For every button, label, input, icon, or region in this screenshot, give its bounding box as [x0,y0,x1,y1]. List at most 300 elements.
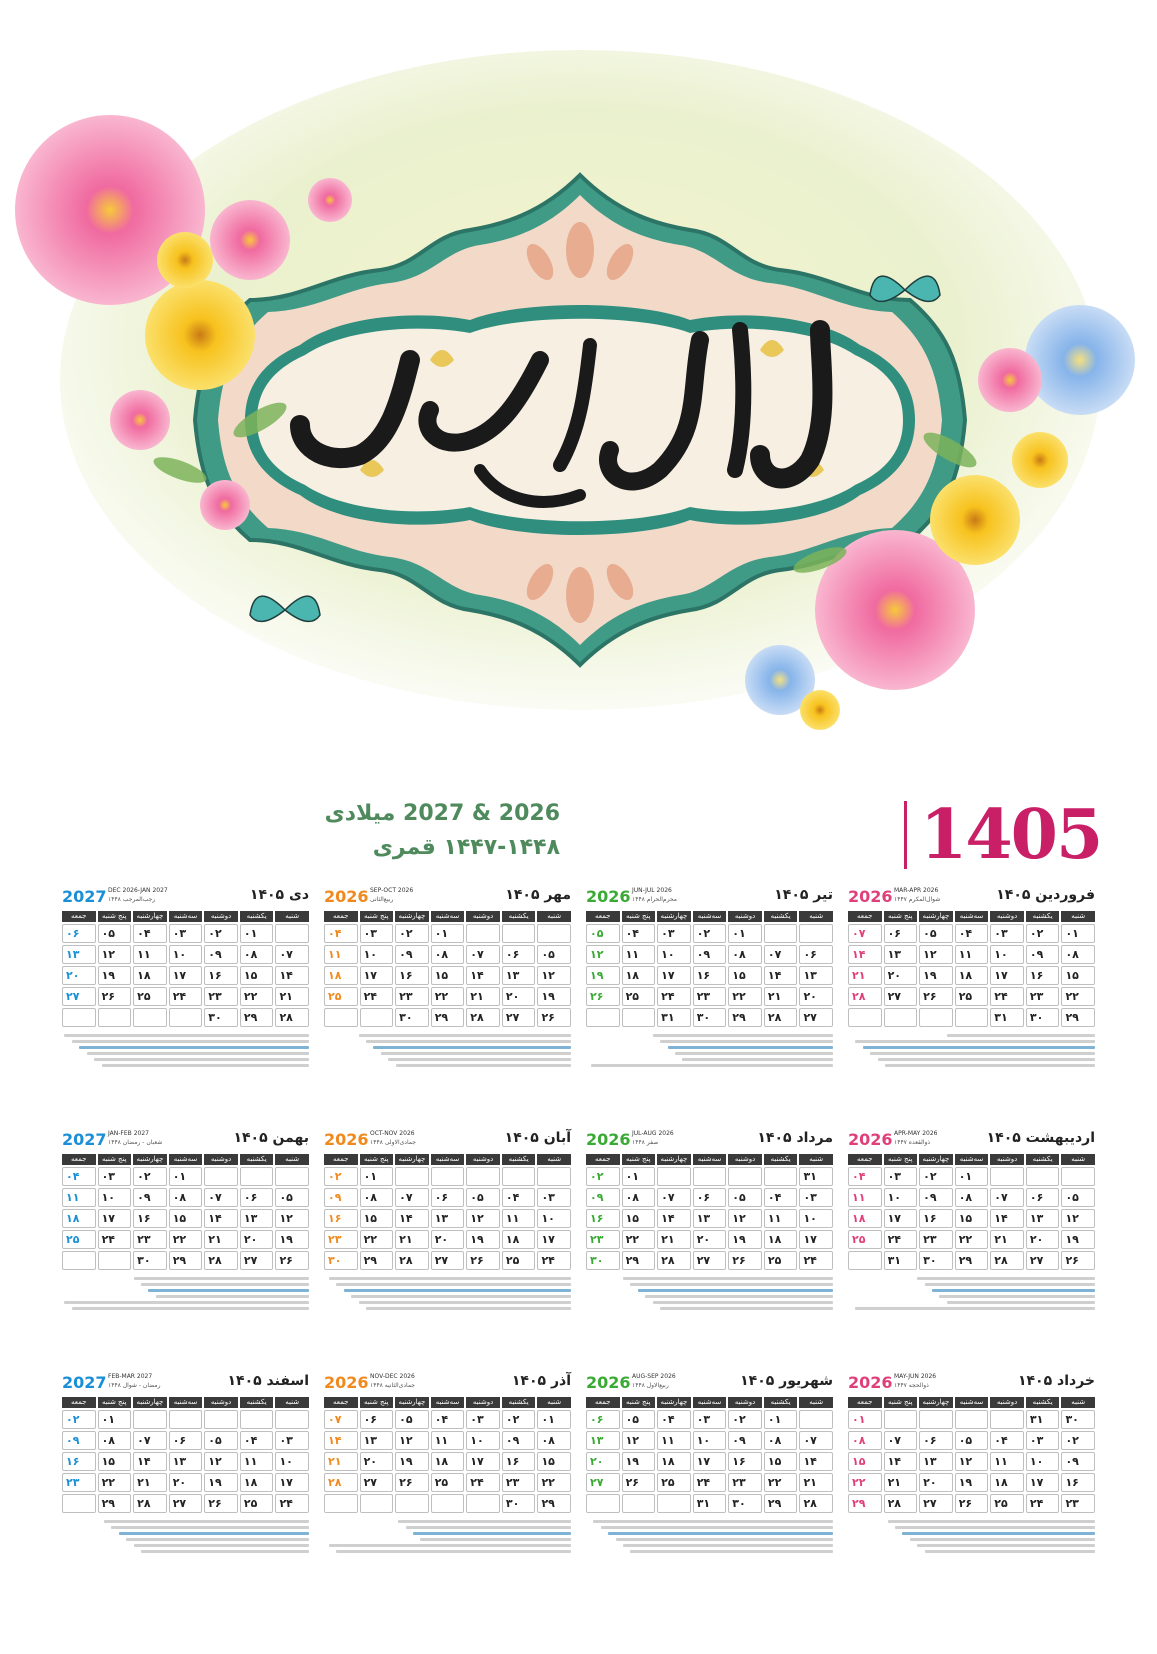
day-cell [586,1188,620,1207]
weekday-label: پنج شنبه [360,1154,394,1165]
empty-day-cell [919,1410,953,1429]
day-cell [728,987,762,1006]
persian-day-number: ۱۲ [208,1455,222,1468]
weekday-header [62,1397,309,1408]
day-cell [990,987,1024,1006]
persian-day-number: ۳۱ [696,1497,711,1510]
persian-day-number: ۲۸ [470,1011,484,1024]
gregorian-range: DEC 2026-JAN 2027 [108,887,168,894]
hijri-month: جمادی‌الاولی ۱۴۴۸ [370,1139,416,1146]
persian-day-number: ۲۰ [505,990,520,1003]
persian-day-number: ۱۵ [541,1455,555,1468]
weekday-label: سه‌شنبه [169,1397,203,1408]
persian-day-number: ۲۵ [852,1233,866,1246]
persian-day-number: ۲۳ [66,1476,80,1489]
persian-day-number: ۱۳ [243,1212,258,1225]
day-cell [657,1008,691,1027]
persian-day-number: ۲۱ [994,1233,1008,1246]
persian-day-number: ۲۵ [767,1254,782,1267]
persian-day-number: ۰۶ [505,948,520,961]
day-cell [955,1230,989,1249]
day-cell [586,1167,620,1186]
persian-day-number: ۰۲ [732,1413,746,1426]
persian-day-number: ۱۸ [852,1212,866,1225]
day-cell [955,1167,989,1186]
persian-day-number: ۱۸ [661,1455,675,1468]
persian-day-number: ۱۷ [887,1212,902,1225]
persian-day-number: ۱۰ [363,948,378,961]
day-cell [360,1167,394,1186]
persian-day-number: ۰۹ [399,948,413,961]
day-cell [204,1008,238,1027]
persian-day-number: ۲۹ [732,1011,746,1024]
persian-day-number: ۲۵ [66,1233,80,1246]
month-calendar [62,885,309,1100]
persian-day-number: ۱۱ [767,1212,782,1225]
day-cell [728,1209,762,1228]
day-cell [990,1188,1024,1207]
holiday-notes [586,1517,833,1563]
note-line [645,1295,833,1298]
day-cell [360,1431,394,1450]
persian-day-number: ۰۳ [661,927,675,940]
persian-day-number: ۱۶ [732,1455,746,1468]
persian-day-number: ۱۵ [434,969,449,982]
gregorian-range: JAN-FEB 2027 [108,1130,149,1137]
day-cell [848,1452,882,1471]
weekday-label: دوشنبه [204,911,238,922]
weekday-header [586,1154,833,1165]
day-cell [275,1452,309,1471]
persian-day-number: ۰۳ [994,927,1008,940]
day-cell [848,1410,882,1429]
day-cell [169,1251,203,1270]
persian-day-number: ۱۲ [279,1212,293,1225]
weekday-label: یکشنبه [764,911,798,922]
weekday-label: چهارشنبه [919,1397,953,1408]
day-cell [431,1209,465,1228]
day-cell [955,1251,989,1270]
day-cell [275,1251,309,1270]
persian-day-number: ۱۳ [172,1455,187,1468]
persian-day-number: ۰۷ [328,1413,342,1426]
empty-day-cell [919,1008,953,1027]
persian-day-number: ۱۷ [172,969,187,982]
day-cell [764,1230,798,1249]
lunar-years: ۱۴۴۷-۱۴۴۸ قمری [372,835,560,860]
persian-day-number: ۱۰ [101,1191,116,1204]
day-cell [431,945,465,964]
month-name: شهریور ۱۴۰۵ [740,1373,833,1389]
day-cell [622,1473,656,1492]
day-cell [693,1230,727,1249]
day-grid [62,1167,309,1270]
note-line [925,1550,1095,1553]
day-cell [693,1494,727,1513]
holiday-notes [62,1517,309,1563]
persian-day-number: ۲۲ [243,990,258,1003]
persian-day-number: ۲۷ [887,990,902,1003]
day-cell [586,966,620,985]
persian-day-number: ۱۳ [803,969,817,982]
empty-day-cell [275,924,309,943]
persian-day-number: ۲۷ [505,1011,520,1024]
note-line [329,1277,571,1280]
day-grid [848,1167,1095,1270]
day-cell [169,1209,203,1228]
persian-day-number: ۲۷ [1029,1254,1044,1267]
note-line [885,1064,1095,1067]
day-grid [848,1410,1095,1513]
empty-day-cell [169,1008,203,1027]
weekday-label: شنبه [537,1154,571,1165]
empty-day-cell [98,1008,132,1027]
day-cell [275,1008,309,1027]
empty-day-cell [62,1494,96,1513]
day-cell [728,1452,762,1471]
day-cell [537,1251,571,1270]
persian-day-number: ۳۱ [1029,1413,1044,1426]
persian-day-number: ۰۴ [66,1170,80,1183]
day-cell [62,1188,96,1207]
note-line [870,1052,1095,1055]
persian-day-number: ۱۵ [767,1455,782,1468]
persian-day-number: ۲۳ [590,1233,604,1246]
persian-day-number: ۰۸ [732,948,746,961]
day-cell [324,1452,358,1471]
day-cell [1061,1230,1095,1249]
persian-day-number: ۲۶ [625,1476,640,1489]
note-line [134,1544,309,1547]
persian-day-number: ۲۹ [172,1254,187,1267]
weekday-header [848,911,1095,922]
persian-day-number: ۱۲ [590,948,604,961]
empty-day-cell [204,1167,238,1186]
note-line [855,1040,1095,1043]
note-line [344,1289,571,1292]
note-line [623,1277,833,1280]
weekday-label: دوشنبه [466,1397,500,1408]
weekday-label: دوشنبه [728,911,762,922]
holiday-notes [586,1031,833,1077]
day-cell [204,1452,238,1471]
weekday-label: شنبه [1061,911,1095,922]
persian-day-number: ۱۱ [137,948,151,961]
note-line [351,1295,571,1298]
day-cell [537,987,571,1006]
day-cell [990,1494,1024,1513]
weekday-label: شنبه [537,911,571,922]
day-cell [62,945,96,964]
day-cell [98,1494,132,1513]
day-cell [622,966,656,985]
day-cell [360,1251,394,1270]
note-line [141,1283,309,1286]
day-cell [586,1251,620,1270]
persian-day-number: ۰۴ [328,927,342,940]
persian-day-number: ۰۸ [767,1434,782,1447]
note-line [64,1301,309,1304]
persian-day-number: ۰۲ [137,1170,151,1183]
day-cell [693,1431,727,1450]
empty-day-cell [62,1008,96,1027]
persian-day-number: ۰۳ [101,1170,116,1183]
persian-day-number: ۰۱ [434,927,449,940]
persian-day-number: ۳۰ [328,1254,342,1267]
note-line [623,1544,833,1547]
day-cell [693,1452,727,1471]
persian-day-number: ۲۵ [994,1497,1008,1510]
weekday-label: دوشنبه [990,911,1024,922]
note-line [608,1532,833,1535]
empty-day-cell [884,1008,918,1027]
weekday-label: شنبه [537,1397,571,1408]
persian-day-number: ۱۱ [852,1191,866,1204]
gregorian-range: MAY-JUN 2026 [894,1373,937,1380]
empty-day-cell [955,1410,989,1429]
day-cell [919,1167,953,1186]
weekday-label: شنبه [1061,1154,1095,1165]
persian-day-number: ۱۹ [923,969,937,982]
day-cell [728,1410,762,1429]
persian-day-number: ۰۲ [1029,927,1044,940]
day-cell [240,1431,274,1450]
day-cell [728,945,762,964]
note-line [398,1520,571,1523]
persian-day-number: ۲۸ [661,1254,675,1267]
day-cell [204,945,238,964]
weekday-label: یکشنبه [502,1397,536,1408]
day-cell [884,1167,918,1186]
gregorian-range: JUN-JUL 2026 [632,887,672,894]
persian-day-number: ۲۳ [505,1476,520,1489]
persian-day-number: ۱۱ [243,1455,258,1468]
persian-day-number: ۲۹ [101,1497,116,1510]
day-cell [466,945,500,964]
weekday-label: پنج شنبه [98,1397,132,1408]
title-divider [904,801,907,869]
month-calendar [324,1371,571,1586]
persian-day-number: ۱۱ [66,1191,80,1204]
persian-day-number: ۰۵ [541,948,555,961]
day-cell [395,966,429,985]
persian-day-number: ۰۶ [1029,1191,1044,1204]
persian-day-number: ۰۳ [363,927,378,940]
persian-day-number: ۰۶ [923,1434,937,1447]
persian-day-number: ۰۹ [732,1434,746,1447]
persian-day-number: ۰۶ [696,1191,711,1204]
day-cell [133,1251,167,1270]
weekday-label: یکشنبه [1026,911,1060,922]
weekday-label: یکشنبه [1026,1154,1060,1165]
day-cell [240,1209,274,1228]
persian-day-number: ۰۷ [399,1191,413,1204]
persian-day-number: ۲۴ [279,1497,293,1510]
empty-day-cell [990,1167,1024,1186]
day-cell [799,966,833,985]
note-line [366,1040,571,1043]
persian-day-number: ۱۹ [279,1233,293,1246]
month-header [848,1128,1095,1154]
hijri-month: ربیع‌الثانی [370,896,394,903]
day-cell [324,1473,358,1492]
weekday-label: سه‌شنبه [431,1154,465,1165]
gregorian-range: JUL-AUG 2026 [632,1130,674,1137]
day-cell [1026,1230,1060,1249]
persian-day-number: ۱۴ [767,969,782,982]
persian-day-number: ۱۶ [505,1455,520,1468]
day-cell [395,1473,429,1492]
persian-day-number: ۲۹ [541,1497,555,1510]
day-cell [275,1431,309,1450]
persian-day-number: ۲۷ [172,1497,187,1510]
persian-day-number: ۰۸ [434,948,449,961]
persian-day-number: ۰۲ [328,1170,342,1183]
persian-day-number: ۱۰ [696,1434,711,1447]
day-grid [324,1167,571,1270]
day-cell [693,987,727,1006]
day-cell [586,1431,620,1450]
note-line [660,1307,833,1310]
empty-day-cell [324,1494,358,1513]
persian-day-number: ۲۹ [625,1254,640,1267]
persian-day-number: ۲۴ [994,990,1008,1003]
persian-day-number: ۲۶ [208,1497,222,1510]
persian-day-number: ۲۲ [434,990,449,1003]
day-cell [799,1473,833,1492]
day-cell [502,987,536,1006]
weekday-label: شنبه [275,1154,309,1165]
persian-day-number: ۰۶ [243,1191,258,1204]
day-cell [133,1230,167,1249]
day-cell [990,1008,1024,1027]
day-cell [537,1188,571,1207]
note-line [366,1307,571,1310]
empty-day-cell [622,1008,656,1027]
month-header [62,885,309,911]
persian-day-number: ۰۵ [399,1413,413,1426]
day-cell [240,1251,274,1270]
day-cell [1061,1452,1095,1471]
day-cell [275,945,309,964]
persian-day-number: ۲۲ [172,1233,187,1246]
persian-day-number: ۲۸ [328,1476,342,1489]
persian-day-number: ۱۷ [661,969,675,982]
gregorian-year: 2027 [62,1130,107,1149]
day-cell [466,1452,500,1471]
day-cell [764,987,798,1006]
persian-day-number: ۲۲ [732,990,746,1003]
persian-day-number: ۲۴ [101,1233,116,1246]
day-cell [1061,945,1095,964]
day-cell [1061,1431,1095,1450]
persian-day-number: ۰۳ [696,1413,711,1426]
day-cell [919,945,953,964]
persian-day-number: ۰۳ [470,1413,484,1426]
persian-day-number: ۲۲ [101,1476,116,1489]
weekday-label: شنبه [799,1397,833,1408]
day-cell [431,987,465,1006]
empty-day-cell [1061,1167,1095,1186]
hijri-month: شوال‌المکرم ۱۴۴۷ [894,896,941,903]
persian-day-number: ۰۱ [625,1170,640,1183]
day-cell [275,966,309,985]
day-cell [275,1188,309,1207]
persian-day-number: ۰۹ [505,1434,520,1447]
month-name: مهر ۱۴۰۵ [505,887,571,903]
persian-day-number: ۰۴ [958,927,973,940]
persian-day-number: ۱۱ [661,1434,675,1447]
persian-day-number: ۱۴ [208,1212,222,1225]
day-cell [728,1008,762,1027]
empty-day-cell [431,1494,465,1513]
persian-day-number: ۱۴ [470,969,484,982]
day-grid [586,924,833,1027]
day-cell [884,945,918,964]
day-cell [537,945,571,964]
persian-day-number: ۱۰ [661,948,675,961]
weekday-label: پنج شنبه [884,1397,918,1408]
persian-day-number: ۱۹ [208,1476,222,1489]
day-cell [848,966,882,985]
day-cell [1026,1008,1060,1027]
persian-day-number: ۰۶ [803,948,817,961]
persian-day-number: ۲۰ [66,969,80,982]
weekday-label: چهارشنبه [919,911,953,922]
persian-day-number: ۱۵ [732,969,746,982]
note-line [126,1538,309,1541]
day-cell [62,924,96,943]
persian-day-number: ۲۴ [661,990,675,1003]
day-cell [98,1209,132,1228]
month-calendar [848,1371,1095,1586]
year-title [300,795,1102,875]
empty-day-cell [240,1167,274,1186]
persian-day-number: ۲۸ [887,1497,902,1510]
persian-day-number: ۲۸ [137,1497,151,1510]
day-cell [848,1167,882,1186]
persian-day-number: ۰۳ [1029,1434,1044,1447]
persian-day-number: ۲۴ [172,990,187,1003]
persian-day-number: ۰۱ [363,1170,378,1183]
persian-day-number: ۳۱ [661,1011,675,1024]
persian-day-number: ۲۸ [803,1497,817,1510]
weekday-label: چهارشنبه [657,1397,691,1408]
day-cell [657,1251,691,1270]
day-cell [693,924,727,943]
persian-day-number: ۲۹ [958,1254,973,1267]
persian-day-number: ۰۸ [625,1191,640,1204]
day-cell [693,1251,727,1270]
empty-day-cell [955,1008,989,1027]
month-header [62,1128,309,1154]
day-cell [848,987,882,1006]
persian-day-number: ۳۰ [1029,1011,1044,1024]
day-cell [657,966,691,985]
day-cell [275,1230,309,1249]
note-line [863,1046,1095,1049]
day-cell [884,1188,918,1207]
weekday-label: شنبه [275,911,309,922]
day-cell [466,987,500,1006]
day-cell [955,945,989,964]
persian-day-number: ۱۹ [470,1233,484,1246]
month-header [586,1128,833,1154]
month-name: آذر ۱۴۰۵ [511,1373,571,1389]
day-cell [240,945,274,964]
month-grid [62,885,1097,1615]
day-cell [1026,1209,1060,1228]
